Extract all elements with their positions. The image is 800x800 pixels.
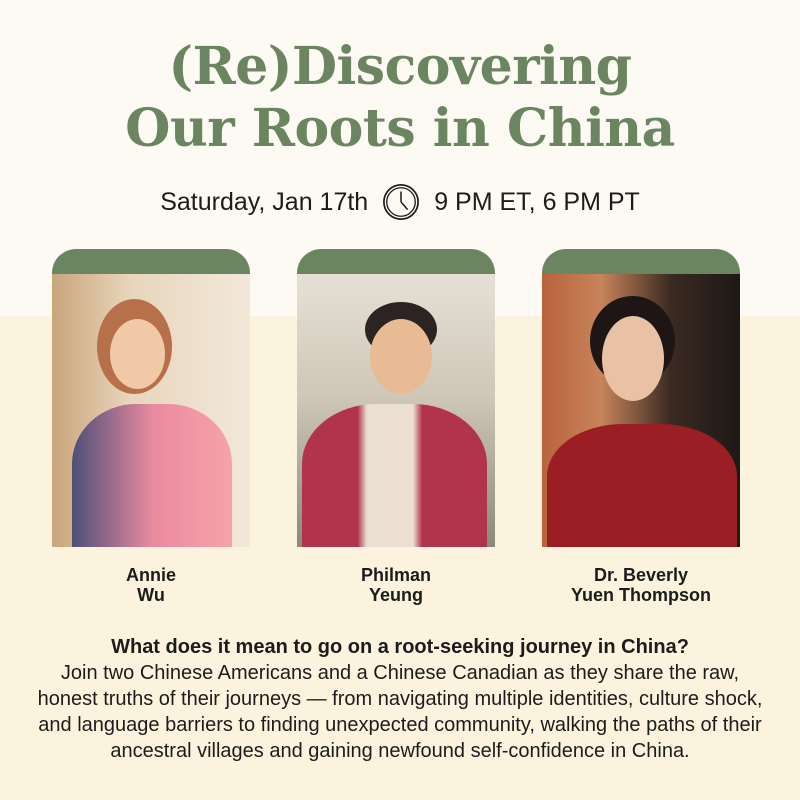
speaker-photo — [52, 274, 250, 547]
card-tab — [52, 249, 250, 274]
event-time: 9 PM ET, 6 PM PT — [434, 187, 640, 216]
event-datetime — [0, 183, 800, 221]
speaker-photo — [297, 274, 495, 547]
event-description — [30, 634, 770, 764]
description-body: Join two Chinese Americans and a Chinese Canadian as they share the raw, honest truths of their journeys — from navigating multiple identities, culture shock, and language barriers to finding unexpected community, walking the paths of their ancestral villages and gaining newfound self-confidence in China. — [37, 662, 763, 762]
card-tab — [297, 249, 495, 274]
speaker-last-name: Wu — [137, 585, 165, 605]
speaker-card-philman-yeung — [297, 249, 495, 547]
title-line-2: Our Roots in China — [125, 98, 675, 159]
clock-icon — [382, 183, 420, 221]
page-title — [0, 36, 800, 160]
speaker-last-name: Yeung — [368, 585, 423, 605]
speaker-card-beverly-yuen-thompson — [542, 249, 740, 547]
speaker-name — [297, 565, 495, 605]
speaker-name — [52, 565, 250, 605]
speaker-last-name: Yuen Thompson — [570, 585, 711, 605]
speaker-photo — [542, 274, 740, 547]
speaker-name — [542, 565, 740, 605]
description-question: What does it mean to go on a root-seeking journey in China? — [111, 636, 689, 658]
event-date: Saturday, Jan 17th — [160, 187, 369, 216]
speaker-first-name: Annie — [125, 565, 176, 585]
card-tab — [542, 249, 740, 274]
speaker-first-name: Philman — [360, 565, 431, 585]
speaker-card-annie-wu — [52, 249, 250, 547]
title-line-1: (Re)Discovering — [168, 36, 632, 97]
speaker-first-name: Dr. Beverly — [593, 565, 689, 585]
